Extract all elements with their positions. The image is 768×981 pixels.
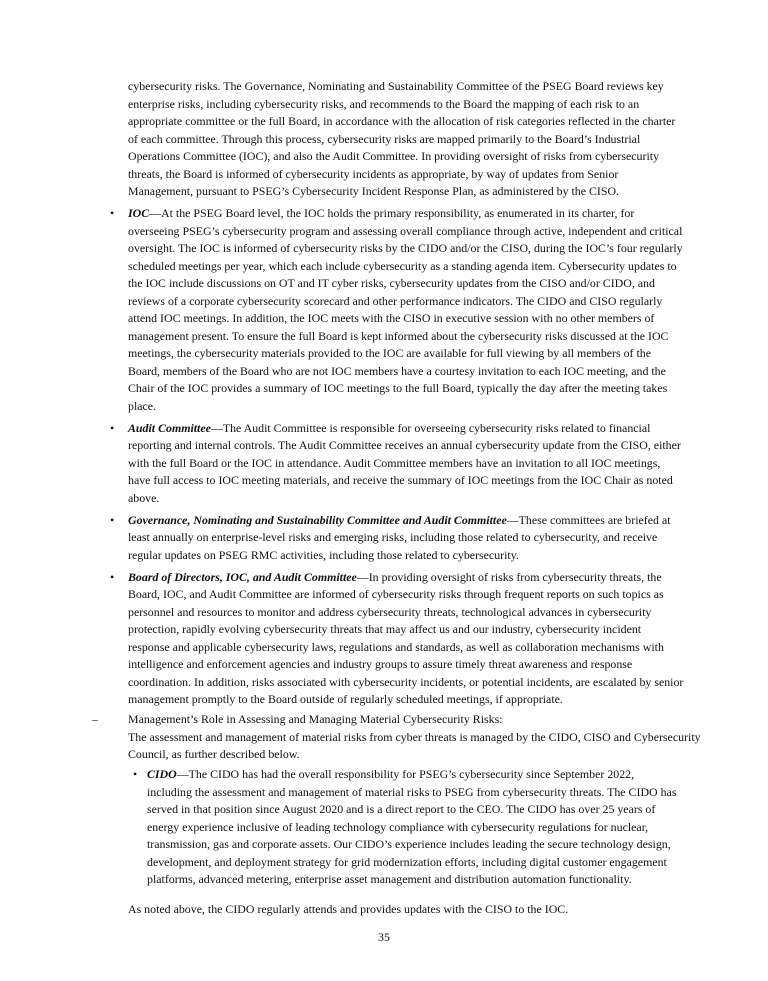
text-line <box>0 472 768 490</box>
text-line <box>0 801 768 819</box>
text-line <box>0 604 768 622</box>
line-text: enterprise risks, including cybersecurity risks, and recommends to the Board the mapping of each risk to an <box>128 96 640 111</box>
paragraph <box>0 729 768 764</box>
line-text: regular updates on PSEG RMC activities, including those related to cybersecurity. <box>128 547 519 562</box>
line-text: cybersecurity risks. The Governance, Nominating and Sustainability Committee of the PSEG Board reviews key <box>128 79 664 93</box>
section-heading <box>0 711 768 729</box>
line-text: reporting and internal controls. The Audit Committee receives an annual cybersecurity update from the CISO, either <box>128 438 681 452</box>
bullet-item <box>0 766 768 889</box>
line-text: Chair of the IOC provides a summary of IOC meetings to the full Board, typically the day after the meeting takes <box>128 381 668 395</box>
line-text: coordination. In addition, risks associated with cybersecurity incidents, or potential incidents, are escalated by senior <box>128 674 684 689</box>
line-text: of each committee. Through this process, cybersecurity risks are mapped primarily to the Board’s Industrial <box>128 131 641 146</box>
paragraph <box>0 901 768 919</box>
line-text: Council, as further described below. <box>128 747 300 761</box>
text-line <box>0 345 768 363</box>
line-text: appropriate committee or the full Board, in accordance with the allocation of risk categories reflected in the charter <box>128 114 676 128</box>
bullet-lead-title: Board of Directors, IOC, and Audit Committee <box>128 569 357 584</box>
line-text: attend IOC meetings. In addition, the IOC meets with the CISO in executive session with no other members of <box>128 311 655 325</box>
text-line <box>0 490 768 508</box>
text-line <box>0 420 768 438</box>
text-line <box>0 547 768 565</box>
line-text: with the full Board or the IOC in attendance. Audit Committee members have an invitation to all IOC meetings, <box>128 455 661 470</box>
text-line <box>0 258 768 276</box>
text-line <box>0 183 768 201</box>
text-line <box>0 621 768 639</box>
bullet-lead-title: CIDO <box>147 767 177 781</box>
line-text: Management’s Role in Assessing and Managing Material Cybersecurity Risks: <box>128 712 503 726</box>
text-line <box>0 674 768 692</box>
text-line <box>0 328 768 346</box>
line-text: development, and deployment strategy for grid modernization efforts, including digital customer engagement <box>147 854 667 869</box>
text-line <box>0 871 768 889</box>
line-text: —At the PSEG Board level, the IOC holds the primary responsibility, as enumerated in its charter, for <box>149 206 635 220</box>
line-text: —The Audit Committee is responsible for overseeing cybersecurity risks related to financial <box>210 420 651 435</box>
line-text: energy experience inclusive of leading technology compliance with cybersecurity regulations for nuclear, <box>147 819 649 834</box>
line-text: scheduled meetings per year, which each include cybersecurity as a standing agenda item. Cybersecurity updates to <box>128 258 677 273</box>
line-text: —These committees are briefed at <box>506 512 671 527</box>
line-text: Board, IOC, and Audit Committee are informed of cybersecurity risks through frequent reports on such topics as <box>128 587 664 601</box>
line-text: meetings, the cybersecurity materials provided to the IOC are available for full viewing by all members of the <box>128 346 652 360</box>
text-line <box>0 729 768 747</box>
text-line <box>0 569 768 587</box>
text-line <box>0 205 768 223</box>
bullet-icon: • <box>110 569 115 584</box>
text-line <box>0 113 768 131</box>
text-line <box>0 901 768 919</box>
text-line <box>0 240 768 258</box>
line-text: the IOC include discussions on OT and IT cyber risks, cybersecurity updates from the CISO and/or CIDO, and <box>128 276 655 290</box>
line-text: As noted above, the CIDO regularly attends and provides updates with the CISO to the IOC. <box>128 901 569 916</box>
line-text: intelligence and enforcement agencies and industry groups to assure timely threat awareness and response <box>128 657 633 671</box>
text-line <box>0 363 768 381</box>
text-line <box>0 691 768 709</box>
bullet-item <box>0 512 768 565</box>
bullet-icon: • <box>110 420 115 435</box>
text-line <box>0 78 768 96</box>
bullet-lead-title: Governance, Nominating and Sustainability Committee and Audit Committee <box>128 512 507 527</box>
text-line <box>0 711 768 729</box>
line-text: management present. To ensure the full Board is kept informed about the cybersecurity risks discussed at the IOC <box>128 328 669 343</box>
line-text: above. <box>128 490 160 505</box>
bullet-item <box>0 205 768 415</box>
line-text: reviews of a corporate cybersecurity scorecard and other performance indicators. The CIDO and CISO regularly <box>128 293 663 308</box>
line-text: least annually on enterprise-level risks and emerging risks, including those related to cybersecurity, and receive <box>128 530 658 544</box>
line-text: The assessment and management of material risks from cyber threats is managed by the CIDO, CISO and Cybersecurity <box>128 729 701 744</box>
text-line <box>0 131 768 149</box>
text-line <box>0 819 768 837</box>
text-line <box>0 656 768 674</box>
text-line <box>0 380 768 398</box>
document-body <box>0 78 768 918</box>
text-line <box>0 512 768 530</box>
line-text: —In providing oversight of risks from cybersecurity threats, the <box>356 569 662 584</box>
bullet-icon: • <box>110 512 115 527</box>
text-line <box>0 746 768 764</box>
line-text: Board, members of the Board who are not IOC members have a courtesy invitation to each IOC meeting, and the <box>128 363 666 378</box>
text-line <box>0 96 768 114</box>
text-line <box>0 766 768 784</box>
text-line <box>0 275 768 293</box>
line-text: protection, rapidly evolving cybersecurity threats that may affect us and our industry, cybersecurity incident <box>128 622 642 636</box>
line-text: served in that position since August 2020 and is a direct report to the CEO. The CIDO has over 25 years of <box>147 802 656 816</box>
page-number: 35 <box>378 930 390 944</box>
line-text: have full access to IOC meeting materials, and receive the summary of IOC meetings from the IOC Chair as noted <box>128 473 673 487</box>
text-line <box>0 437 768 455</box>
bullet-lead-title: Audit Committee <box>128 420 211 435</box>
bullet-lead-title: IOC <box>128 206 150 220</box>
line-text: personnel and resources to monitor and address cybersecurity threats, technological advances in cybersecurity <box>128 604 652 619</box>
text-line <box>0 455 768 473</box>
text-line <box>0 639 768 657</box>
text-line <box>0 148 768 166</box>
line-text: place. <box>128 398 157 413</box>
bullet-icon: • <box>110 206 115 220</box>
line-text: oversight. The IOC is informed of cybersecurity risks by the CIDO and/or the CISO, during the IOC’s four regularly <box>128 241 683 255</box>
line-text: management promptly to the Board outside of regularly scheduled meetings, if appropriate. <box>128 692 563 706</box>
paragraph <box>0 78 768 201</box>
line-text: Management, pursuant to PSEG’s Cybersecurity Incident Response Plan, as administered by the CISO. <box>128 184 620 198</box>
bullet-item <box>0 420 768 508</box>
text-line <box>0 854 768 872</box>
text-line <box>0 310 768 328</box>
bullet-icon: • <box>133 767 138 781</box>
text-line <box>0 398 768 416</box>
text-line <box>0 166 768 184</box>
bullet-item <box>0 569 768 709</box>
line-text: including the assessment and management of material risks to PSEG from cybersecurity threats. The CIDO has <box>147 784 677 799</box>
text-line <box>0 836 768 854</box>
line-text: Operations Committee (IOC), and also the Audit Committee. In providing oversight of risks from cybersecurity <box>128 149 660 163</box>
line-text: overseeing PSEG’s cybersecurity program and assessing overall compliance through active, independent and critical <box>128 223 683 238</box>
dash-marker: – <box>92 712 98 726</box>
line-text: response and applicable cybersecurity laws, regulations and standards, as well as collaboration mechanisms with <box>128 639 664 654</box>
text-line <box>0 784 768 802</box>
text-line <box>0 223 768 241</box>
line-text: threats, the Board is informed of cybersecurity incidents as appropriate, by way of updates from Senior <box>128 166 619 181</box>
text-line <box>0 293 768 311</box>
text-line <box>0 586 768 604</box>
line-text: platforms, advanced metering, enterprise asset management and distribution automation functionality. <box>147 872 632 886</box>
text-line <box>0 529 768 547</box>
line-text: transmission, gas and corporate assets. Our CIDO’s experience includes leading the secure technology design, <box>147 837 671 851</box>
line-text: —The CIDO has had the overall responsibility for PSEG’s cybersecurity since September 2022, <box>176 767 635 781</box>
